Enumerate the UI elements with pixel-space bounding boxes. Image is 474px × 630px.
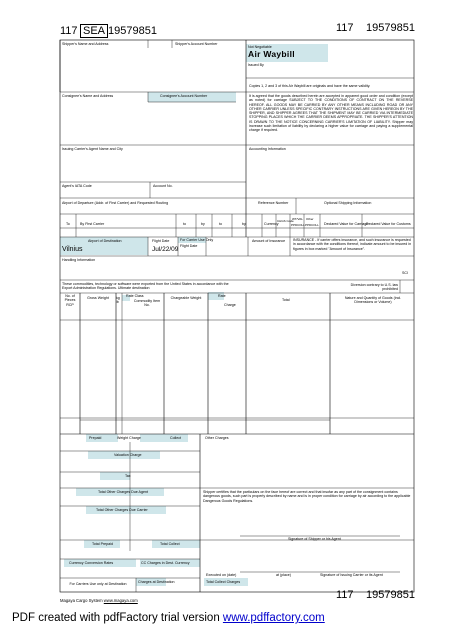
destination-value: Vilnius [62, 246, 83, 253]
pdf-factory-note [12, 612, 325, 624]
weight-charge-label: Weight Charge [117, 436, 141, 440]
wt-val-label: WT/VAL [292, 217, 303, 221]
total-collect-label: Total Collect [160, 542, 180, 546]
collect-label: Collect [170, 436, 181, 440]
issued-by-label: Issued By [248, 63, 264, 67]
diversion-text: Diversion contrary to U.S. law prohibited [350, 283, 398, 292]
pdf-factory-link[interactable]: www.pdffactory.com [222, 612, 325, 624]
insurance-text: INSURANCE - If carrier offers insurance, and such insurance is requested in accordance with the conditions thereof, indicate amount to be insured in figures in box marked "Amount of Insurance". [293, 238, 412, 251]
kg-lb-label: kg lb [116, 296, 120, 305]
pdf-factory-text: PDF created with pdfFactory trial version [12, 612, 220, 624]
flight-date-value: Jul/22/09 [152, 246, 179, 253]
airport-departure-label: Airport of Departure (Addr. of First Carrier) and Requested Routing [62, 201, 169, 205]
consignee-account-label: Consignee's Account Number [160, 94, 208, 98]
shipper-account-label: Shipper's Account Number [175, 42, 218, 46]
gross-weight-label: Gross Weight [87, 296, 109, 300]
total-collect-charges-label: Total Collect Charges [206, 580, 241, 584]
conditions-text: It is agreed that the goods described herein are accepted in apparent good order and condition (except as noted) for carriage SUBJECT TO THE CONDITIONS OF CONTRACT ON THE REVERSE HEREOF. ALL GOODS MAY BE CARRIED BY ANY OTHER MEANS INCLUDING ROAD OR ANY OTHER CARRIER UNLESS SPECIFIC CONTRARY INSTRUCTIONS ARE GIVEN HEREON BY THE SHIPPER, AND SHIPPER AGREES THAT THE SHIPMENT MAY BE CARRIED VIA INTERMEDIATE STOPPING PLACES WHICH THE CARRIER DEEMS APPROPRIATE. THE SHIPPER'S ATTENTION IS DRAWN TO THE NOTICE CONCERNING CARRIER'S LIMITATION OF LIABILITY. Shipper may increase such limitation of liability by declaring a higher value for carriage and paying a supplemental charge if required. [249, 94, 413, 133]
ppd-label: PPD [291, 223, 298, 227]
footer-system-site: www.magaya.com [103, 598, 138, 603]
total-other-agent-label: Total Other Charges Due Agent [98, 490, 148, 494]
other-label: Other [306, 217, 314, 221]
charge-label: Charge [224, 303, 236, 307]
issuing-agent-label: Issuing Carrier's Agent Name and City [62, 147, 123, 151]
footer-number: 19579851 [366, 589, 415, 601]
no-pieces-label: No. of Pieces RCP [64, 294, 76, 307]
for-carrier-use-label: For Carrier Use Only [180, 238, 214, 242]
prepaid-label: Prepaid [89, 436, 102, 440]
rate-class-label: Rate Class [126, 294, 144, 298]
to2-label: to [183, 222, 186, 226]
amount-insurance-label: Amount of Insurance [252, 239, 286, 243]
nature-goods-label: Nature and Quantity of Goods (incl. Dimensions or Volume) [344, 296, 402, 305]
at-place-label: at (place) [276, 573, 291, 577]
export-text: These commodities, technology or software were exported from the United States in accordance with the Export Administration Regulations. Ultimate destination [62, 282, 229, 291]
signature-shipper-label: Signature of Shipper or his Agent [288, 537, 341, 541]
awb-station: SEA [80, 24, 108, 38]
to3-label: to [219, 222, 222, 226]
account-no-label: Account No. [153, 184, 173, 188]
currency-label: Currency [264, 222, 279, 226]
chgs-code-label: CHGS Code [277, 219, 294, 223]
awb-number: 19579851 [108, 25, 157, 37]
copies-note: Copies 1, 2 and 3 of this Air Waybill are originals and have the same validity. [249, 84, 371, 88]
declared-carriage-label: Declared Value for Carriage [324, 222, 369, 226]
air-waybill-title: Air Waybill [248, 49, 295, 59]
currency-conversion-label: Currency Conversion Rates [69, 561, 114, 565]
footer-prefix: 117 [336, 589, 354, 601]
charges-destination-label: Charges at Destination [138, 580, 175, 584]
coll-label: COLL [297, 223, 305, 227]
handling-info-label: Handling Information [62, 258, 96, 262]
sci-label: SCI [402, 271, 408, 275]
reference-number-label: Reference Number [258, 201, 289, 205]
by2-label: by [201, 222, 205, 226]
awb-prefix: 117 [60, 25, 78, 37]
tax-label: Tax [125, 474, 131, 478]
ppd2-label: PPD [305, 223, 312, 227]
by-first-carrier-label: By First Carrier [80, 222, 105, 226]
shipper-name-label: Shipper's Name and Address [62, 42, 109, 46]
airport-destination-label: Airport of Destination [88, 239, 122, 243]
footer-system-name: Magaya Cargo System [60, 598, 103, 603]
flight-date-label-2: Flight Date [180, 244, 198, 248]
awb-prefix-right: 117 [336, 22, 354, 34]
flight-date-label: Flight Date [152, 239, 170, 243]
footer-system [60, 599, 138, 603]
cc-charges-label: CC Charges in Dest. Currency [141, 561, 190, 565]
total-label: Total [282, 298, 290, 302]
valuation-charge-label: Valuation Charge [114, 453, 142, 457]
awb-number-right: 19579851 [366, 22, 415, 34]
to-label: To [66, 222, 70, 226]
not-negotiable-label: Not Negotiable [248, 45, 272, 49]
other-charges-label: Other Charges [205, 436, 229, 440]
chargeable-weight-label: Chargeable Weight [170, 296, 202, 300]
total-other-carrier-label: Total Other Charges Due Carrier [96, 508, 148, 512]
signature-carrier-label: Signature of Issuing Carrier or its Agent [320, 573, 383, 577]
by3-label: by [242, 222, 246, 226]
total-prepaid-label: Total Prepaid [92, 542, 113, 546]
consignee-name-label: Consignee's Name and Address [62, 94, 114, 98]
optional-shipping-label: Optional Shipping Information [324, 201, 372, 205]
coll2-label: COLL [311, 223, 319, 227]
shipper-certifies-text: Shipper certifies that the particulars on the face hereof are correct and that insofar as any part of the consignment contains dangerous goods, such part is properly described by name and is in proper condition for carriage by air according to the applicable Dangerous Goods Regulations. [203, 490, 411, 503]
declared-customs-label: Declared Value for Customs [366, 222, 411, 226]
accounting-info-label: Accounting Information [249, 147, 286, 151]
rate-label: Rate [218, 294, 226, 298]
commodity-item-label: Commodity Item No. [133, 299, 161, 308]
agent-iata-label: Agent's IATA Code [62, 184, 92, 188]
for-carriers-use-label: For Carriers Use only at Destination [69, 582, 127, 586]
executed-on-label: Executed on (date) [206, 573, 237, 577]
